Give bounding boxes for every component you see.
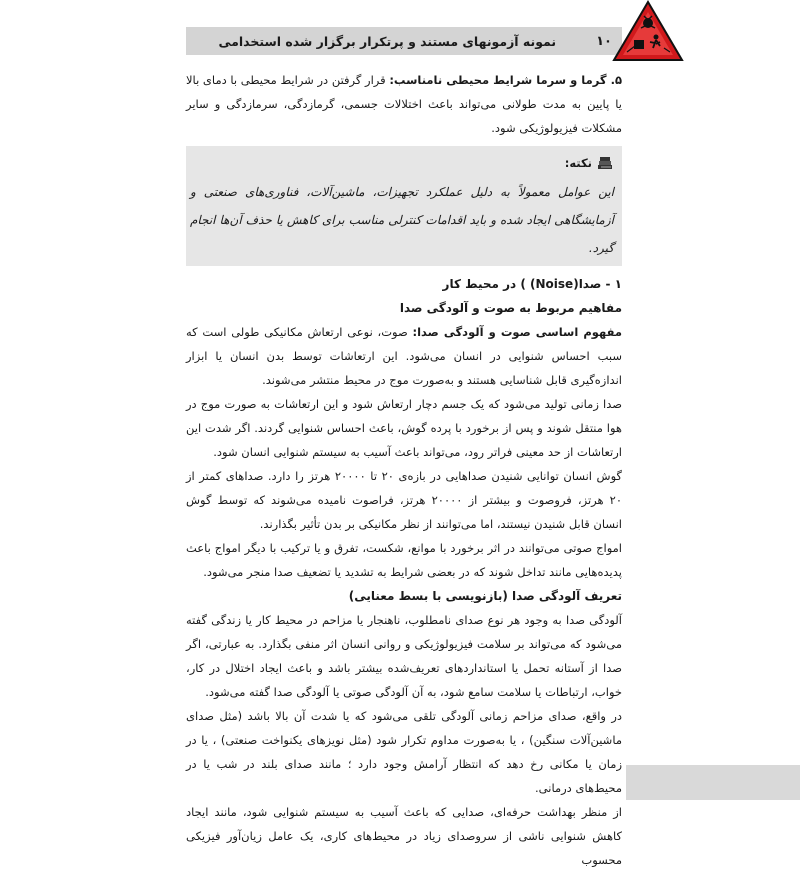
noise-heading: ۱ - صدا(Noise) ) در محیط کار [442,277,622,291]
paragraph-6: در واقع، صدای مزاحم زمانی آلودگی تلقی می‌شود که یا شدت آن بالا باشد (مثل صدای ماشین‌آلات سنگین) ، یا به‌صورت مداوم تکرار شود (مثل نویزهای یکنواخت صنعتی) ، یا در زمان یا مکانی رخ دهد که انتظار آرامش وجود دارد ؛ مانند صدای بلند در شب یا در محیط‌های درمانی. [186,709,622,795]
page-number: ۱۰ [596,33,612,49]
page-content [186,68,622,872]
definition-title: تعریف آلودگی صدا (بازنویسی با بسط معنایی) [348,589,622,603]
basic-concept-body: صوت، نوعی ارتعاش مکانیکی طولی است که سبب احساس شنوایی در انسان می‌شود. این ارتعاشات توسط بدن انسان یا ابزار اندازه‌گیری قابل شناسایی هستند و به‌صورت موج در محیط منتشر می‌شوند. [186,325,622,387]
paragraph-2: صدا زمانی تولید می‌شود که یک جسم دچار ارتعاش شود و این ارتعاشات به صورت موج در هوا منتقل شوند و پس از برخورد با پرده گوش، باعث احساس شنوایی گردند. اگر شدت این ارتعاشات از حد معینی فراتر رود، می‌تواند باعث آسیب به سیستم شنوایی انسان شود. [186,397,622,459]
page-edge-strip [626,765,800,800]
note-text: این عوامل معمولاً به دلیل عملکرد تجهیزات، ماشین‌آلات، فناوری‌های صنعتی و آزمایشگاهی ایجاد شده و باید اقدامات کنترلی مناسب برای کاهش یا حذف آن‌ها انجام گیرد. [190,185,614,255]
page-header [186,27,622,55]
paragraph-3: گوش انسان توانایی شنیدن صداهایی در بازه‌ی ۲۰ تا ۲۰۰۰۰ هرتز را دارد. صداهای کمتر از ۲۰ هرتز، فروصوت و بیشتر از ۲۰۰۰۰ هرتز، فراصوت نامیده می‌شوند که توسط گوش انسان قابل شنیدن نیستند، اما می‌توانند از نظر مکانیکی بر بدن تأثیر بگذارند. [186,469,623,531]
note-box [186,146,622,266]
book-icon [596,155,614,171]
paragraph-4: امواج صوتی می‌توانند در اثر برخورد با موانع، شکست، تفرق و یا ترکیب با دیگر امواج باعث پدیده‌هایی مانند تداخل شوند که در بعضی شرایط به تشدید یا تضعیف صدا منجر می‌شود. [186,541,622,579]
basic-concept-title: مفهوم اساسی صوت و آلودگی صدا: [412,325,623,339]
running-title: نمونه آزمونهای مستند و پرتکرار برگزار شده استخدامی [218,33,557,49]
paragraph-5: آلودگی صدا به وجود هر نوع صدای نامطلوب، ناهنجار یا مزاحم در محیط کار یا زندگی گفته می‌شود که می‌تواند بر سلامت فیزیولوژیکی و روانی انسان اثر منفی بگذارد. به عبارتی، اگر صدا از آستانه تحمل یا استانداردهای تعریف‌شده بیشتر باشد و باعث ایجاد اختلال در کار، خواب، ارتباطات یا سلامت سامع شود، به آن آلودگی صوتی یا آلودگی صدا گفته می‌شود. [186,613,622,699]
hazard-warning-icon [612,0,684,62]
paragraph-7: از منظر بهداشت حرفه‌ای، صدایی که باعث آسیب به سیستم شنوایی شود، مانند ایجاد کاهش شنوایی ناشی از سروصدای زیاد در محیط‌های کاری، یک عامل زیان‌آور فیزیکی محسوب [186,805,622,867]
noise-subheading: مفاهیم مربوط به صوت و آلودگی صدا [399,301,622,315]
note-header [190,148,614,178]
section5-title: ۵. گرما و سرما شرایط محیطی نامناسب: [389,73,623,87]
section5-body: قرار گرفتن در شرایط محیطی با دمای بالا یا پایین به مدت طولانی می‌تواند باعث اختلالات جسمی، گرمازدگی، سرمازدگی و سایر مشکلات فیزیولوژیکی شود. [186,73,622,135]
section5-paragraph [186,68,622,140]
note-label: نکته: [564,156,592,170]
basic-concept-paragraph [186,320,622,392]
